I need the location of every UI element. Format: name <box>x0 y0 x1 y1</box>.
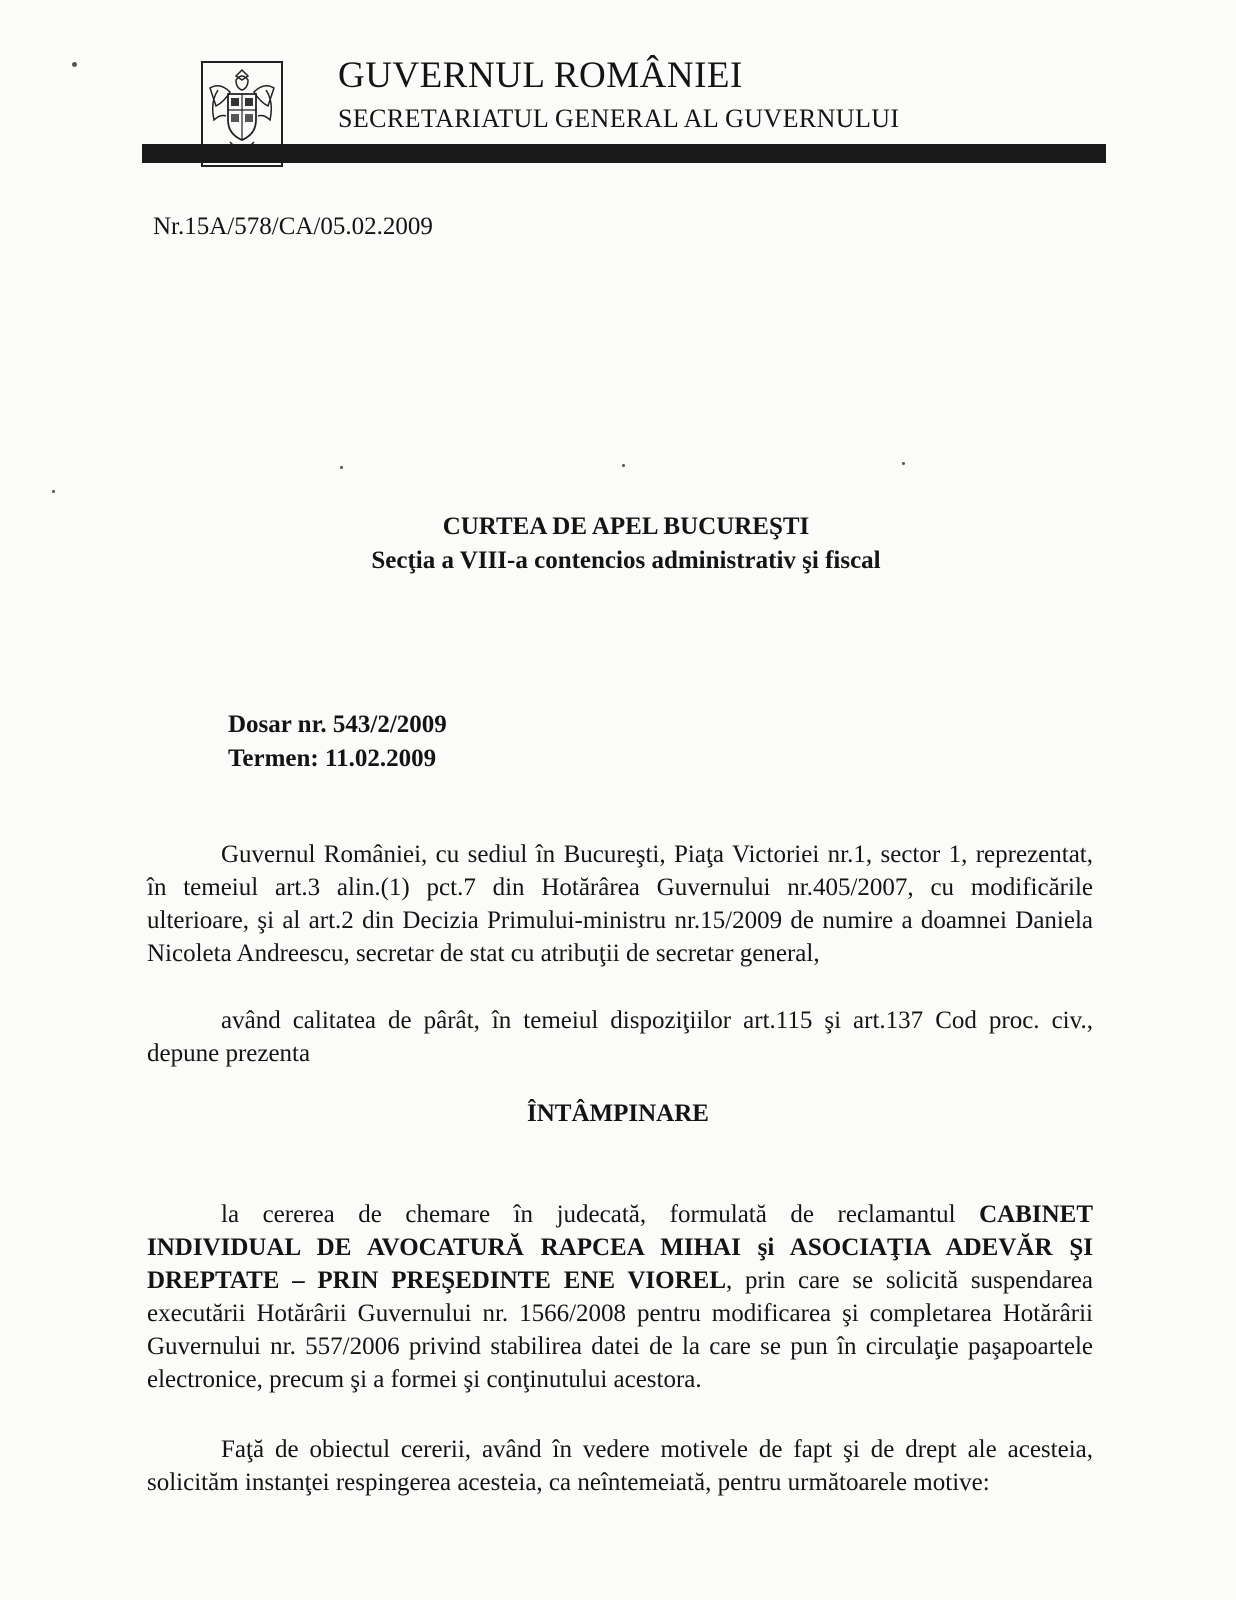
paragraph-capacity: având calitatea de pârât, în temeiul dispoziţiilor art.115 şi art.137 Cod proc. civ., depune prezenta <box>147 1007 1093 1067</box>
paragraph-request: Faţă de obiectul cererii, având în vedere motivele de fapt şi de drept ale acesteia, solicităm instanţei respingerea acesteia, ca neîntemeiată, pentru următoarele motive: <box>147 1436 1093 1496</box>
paragraph-party: Guvernul României, cu sediul în Bucureşti, Piaţa Victoriei nr.1, sector 1, reprezentat, în temeiul art.3 alin.(1) pct.7 din Hotărârea Guvernului nr.405/2007, cu modificările ulterioare, şi al art.2 din Decizia Primului-ministru nr.15/2009 de numire a doamnei Daniela Nicoleta Andreescu, secretar de stat cu atribuţii de secretar general, <box>147 841 1093 967</box>
court-section: Secţia a VIII-a contencios administrativ şi fiscal <box>371 547 881 574</box>
case-details <box>228 708 447 776</box>
scan-speck <box>52 490 55 493</box>
court-name: CURTEA DE APEL BUCUREŞTI <box>442 513 810 540</box>
case-number: Dosar nr. 543/2/2009 <box>228 711 447 738</box>
registration-number: Nr.15A/578/CA/05.02.2009 <box>153 213 433 240</box>
institution-subtitle: SECRETARIATUL GENERAL AL GUVERNULUI <box>338 104 900 133</box>
scan-speck <box>340 466 343 469</box>
institution-title: GUVERNUL ROMÂNIEI <box>338 55 743 96</box>
case-deadline: Termen: 11.02.2009 <box>228 745 437 772</box>
claim-text-end: , prin care se solicită suspendarea executării Hotărârii Guvernului nr. 1566/2008 pentru modificarea şi completarea Hotărârii Guvernului nr. 557/2006 privind stabilirea datei de la care se pun în circulaţie paşapoartele electronice, precum şi a formei şi conţinutului acestora. <box>147 1267 1093 1393</box>
paragraph-claim <box>147 1198 1093 1396</box>
claimants-names: CABINET INDIVIDUAL DE AVOCATURĂ RAPCEA MIHAI şi ASOCIAŢIA ADEVĂR ŞI DREPTATE – PRIN PREŞEDINTE ENE VIOREL <box>147 1201 1093 1294</box>
document-title: ÎNTÂMPINARE <box>527 1100 709 1127</box>
court-heading <box>0 510 1236 578</box>
header-divider-bar <box>142 144 1106 163</box>
scan-speck <box>72 62 77 67</box>
scan-speck <box>622 464 625 467</box>
claim-text-start: la cererea de chemare în judecată, formulată de reclamantul <box>221 1201 980 1228</box>
scan-speck <box>902 462 905 465</box>
